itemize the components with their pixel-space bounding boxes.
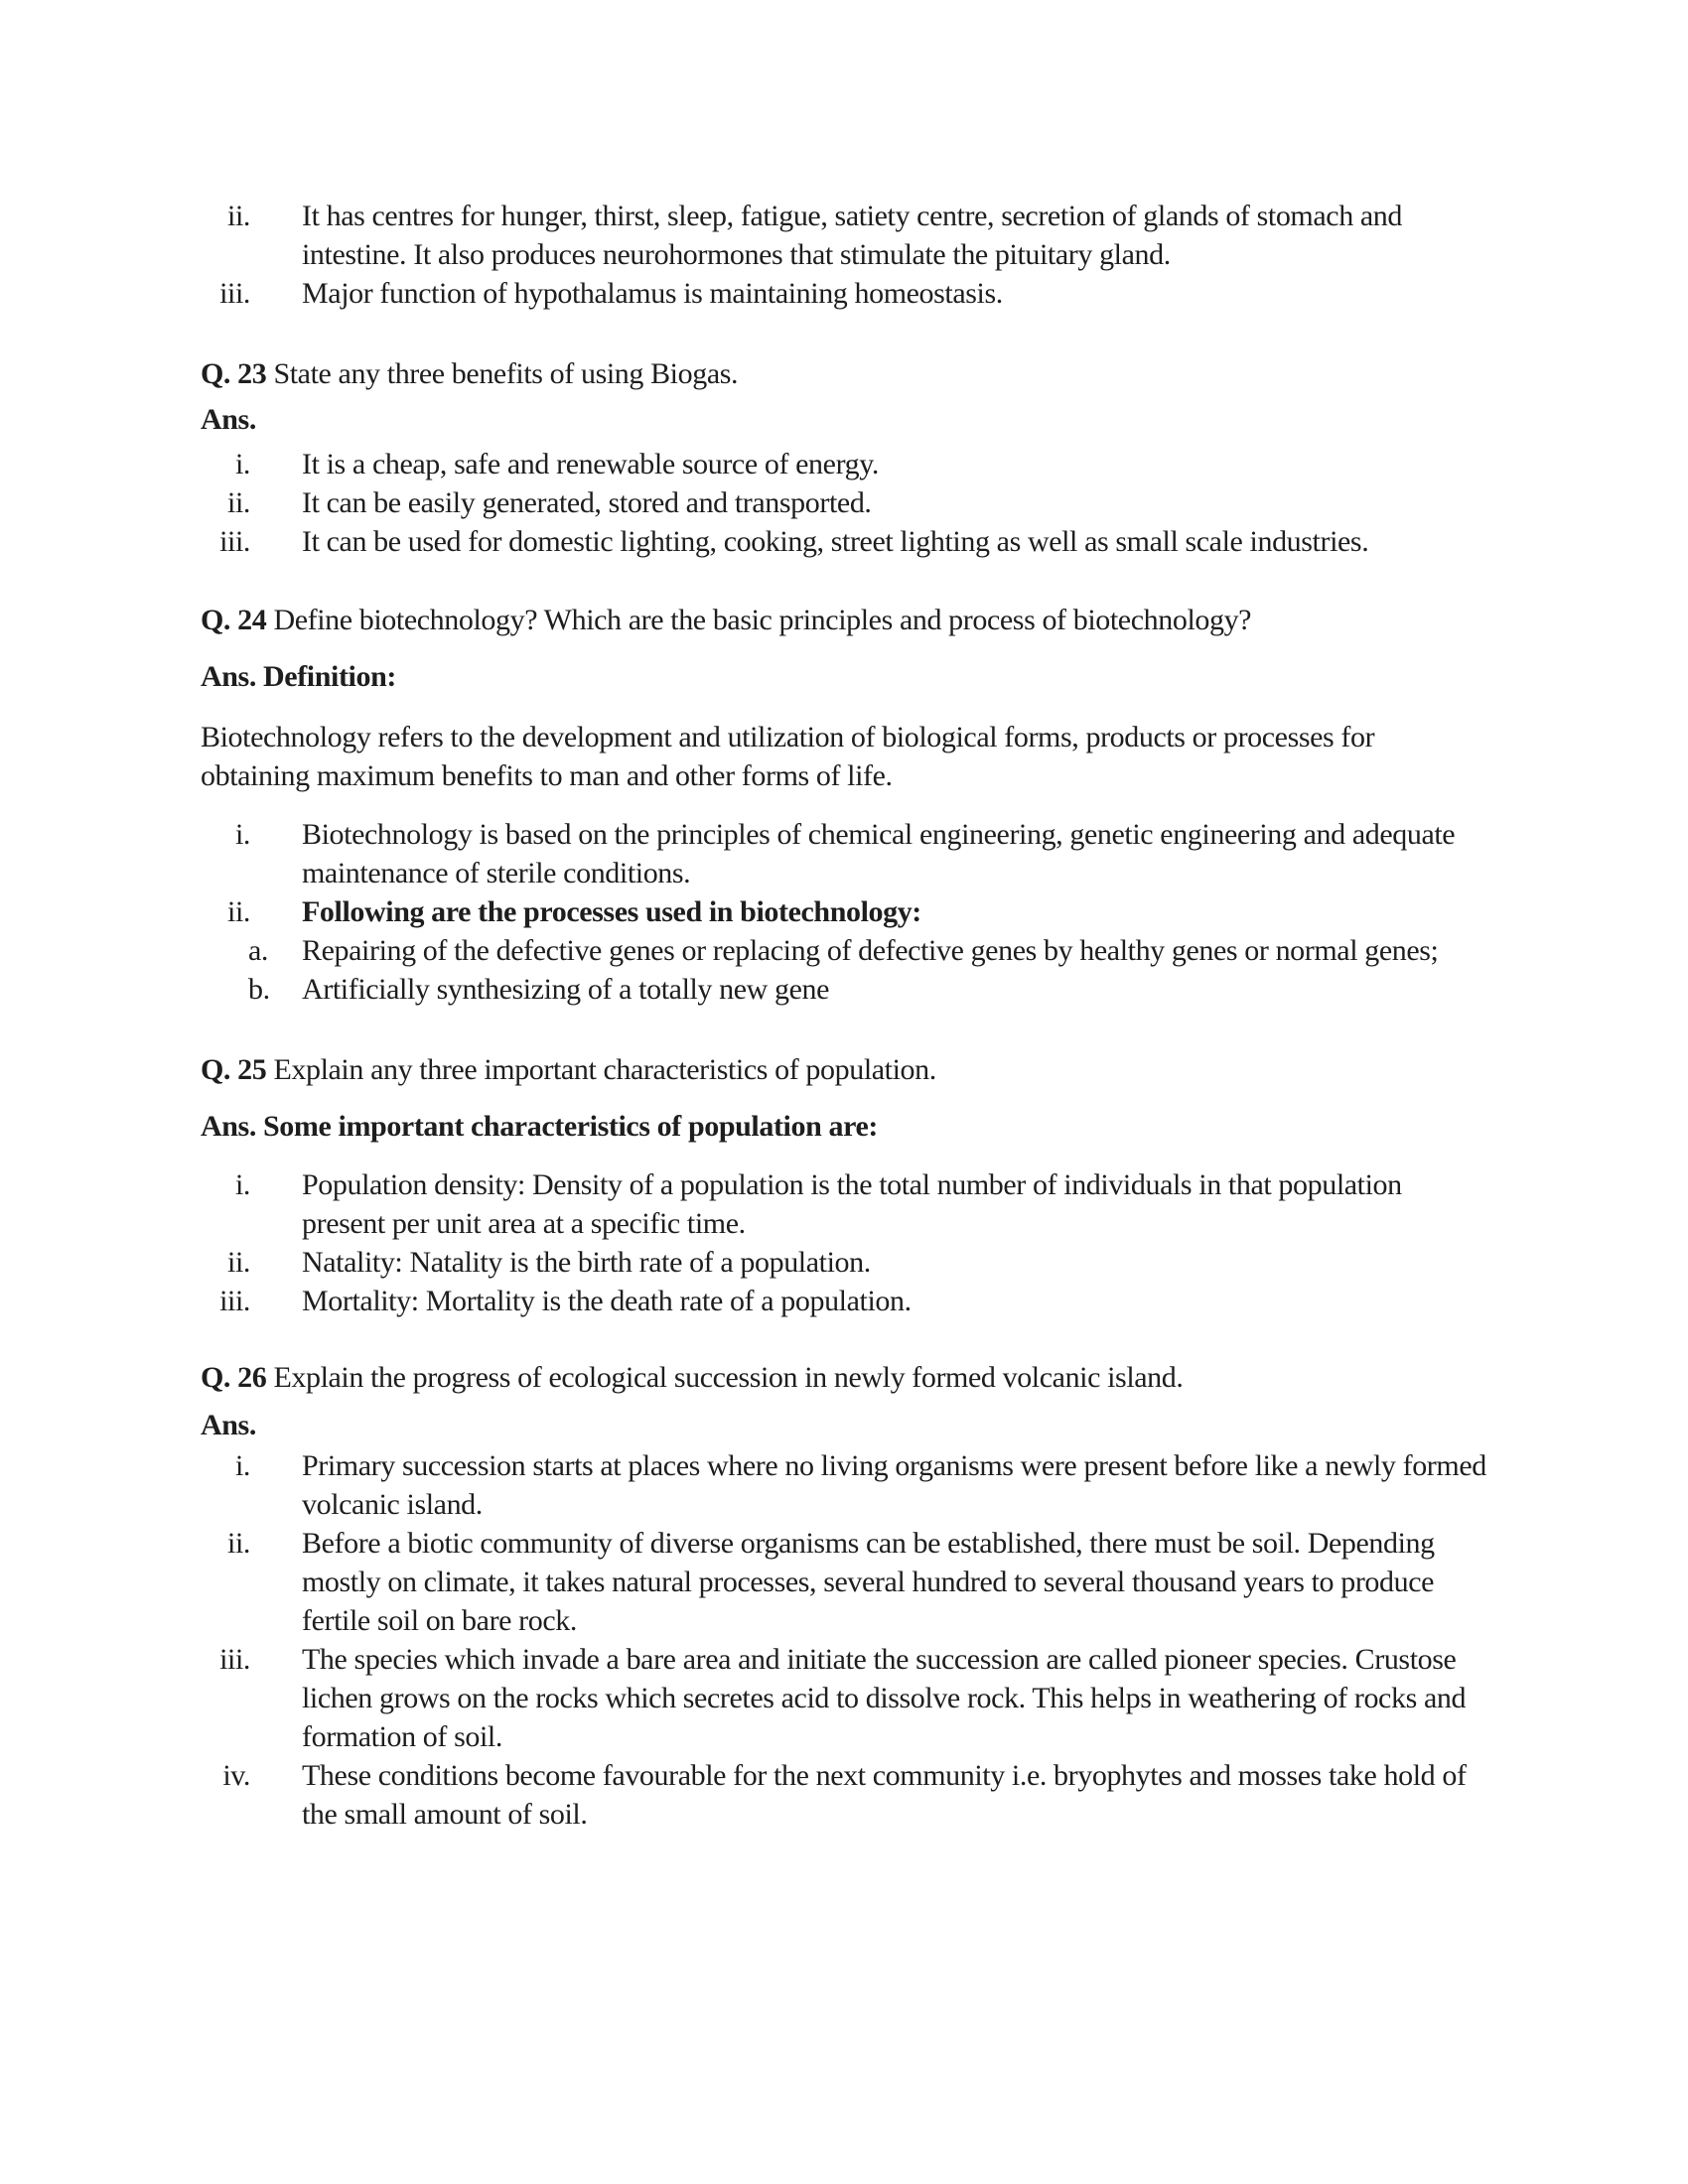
population-characteristics-list (201, 1165, 1489, 1320)
list-item-text: It can be used for domestic lighting, cooking, street lighting as well as small scale industries. (302, 525, 1369, 558)
list-item-text: Major function of hypothalamus is maintaining homeostasis. (302, 277, 1003, 310)
list-item-text: These conditions become favourable for the next community i.e. bryophytes and mosses take hold of the small amount of soil. (302, 1759, 1467, 1831)
list-item (201, 274, 1489, 313)
hypothalamus-list (201, 197, 1489, 313)
list-marker: iii. (219, 1643, 250, 1676)
list-item (201, 522, 1489, 561)
list-marker: i. (234, 1449, 250, 1482)
list-item-text: Artificially synthesizing of a totally new gene (302, 973, 830, 1006)
list-marker: ii. (227, 1527, 250, 1560)
question-text: Explain any three important characteristics of population. (273, 1053, 936, 1086)
list-item (201, 1243, 1489, 1282)
biotechnology-processes-sublist (201, 931, 1489, 1009)
list-item-text: Population density: Density of a population is the total number of individuals in that population present per unit area at a specific time. (302, 1168, 1402, 1240)
question-23-heading (201, 354, 1489, 393)
list-item-text: Biotechnology is based on the principles of chemical engineering, genetic engineering and adequate maintenance of sterile conditions. (302, 818, 1456, 889)
list-item (201, 1756, 1489, 1834)
list-item-text: Before a biotic community of diverse organisms can be established, there must be soil. Depending mostly on climate, it takes natural processes, several hundred to several thousand years to produce fertile soil on bare rock. (302, 1527, 1435, 1637)
list-marker: b. (248, 973, 270, 1006)
list-item-text: Primary succession starts at places where no living organisms were present before like a newly formed volcanic island. (302, 1449, 1486, 1521)
list-marker: a. (248, 934, 269, 967)
list-item-text: It has centres for hunger, thirst, sleep, fatigue, satiety centre, secretion of glands of stomach and intestine. It also produces neurohormones that stimulate the pituitary gland. (302, 200, 1403, 271)
list-item-text: The species which invade a bare area and initiate the succession are called pioneer species. Crustose lichen grows on the rocks which secretes acid to dissolve rock. This helps in weathering of rocks and formation of soil. (302, 1643, 1467, 1753)
list-item-text: Mortality: Mortality is the death rate of a population. (302, 1285, 912, 1317)
list-item (201, 1640, 1489, 1756)
list-item (201, 970, 1489, 1009)
question-25-heading (201, 1050, 1489, 1089)
biogas-benefits-list (201, 445, 1489, 561)
list-item-text: Following are the processes used in biotechnology: (302, 895, 921, 928)
answer-label-26: Ans. (201, 1409, 256, 1441)
list-marker: iv. (222, 1759, 250, 1792)
question-text: Define biotechnology? Which are the basic principles and process of biotechnology? (273, 604, 1252, 636)
answer-label-25: Ans. Some important characteristics of population are: (201, 1110, 878, 1143)
list-item (201, 197, 1489, 274)
list-item (201, 483, 1489, 522)
answer-label-24: Ans. Definition: (201, 660, 396, 693)
question-text: Explain the progress of ecological succession in newly formed volcanic island. (273, 1361, 1184, 1394)
list-item-text: It can be easily generated, stored and transported. (302, 486, 872, 519)
list-marker: ii. (227, 486, 250, 519)
question-text: State any three benefits of using Biogas. (273, 357, 739, 390)
list-item (201, 445, 1489, 483)
question-number: Q. 23 (201, 357, 267, 390)
list-marker: i. (234, 448, 250, 480)
question-number: Q. 26 (201, 1361, 267, 1394)
list-marker: iii. (219, 525, 250, 558)
question-number: Q. 24 (201, 604, 267, 636)
list-marker: iii. (219, 277, 250, 310)
answer-label-23: Ans. (201, 403, 256, 436)
question-24-heading (201, 601, 1489, 639)
ecological-succession-list (201, 1446, 1489, 1834)
list-marker: iii. (219, 1285, 250, 1317)
question-number: Q. 25 (201, 1053, 267, 1086)
list-item (201, 1446, 1489, 1524)
question-26-heading (201, 1358, 1489, 1397)
list-item (201, 815, 1489, 892)
list-marker: ii. (227, 1246, 250, 1279)
list-item-text: It is a cheap, safe and renewable source of energy. (302, 448, 879, 480)
biotechnology-principles-list (201, 815, 1489, 931)
list-item (201, 892, 1489, 931)
list-marker: ii. (227, 895, 250, 928)
list-marker: i. (234, 818, 250, 851)
list-item-text: Repairing of the defective genes or replacing of defective genes by healthy genes or normal genes; (302, 934, 1439, 967)
list-item (201, 1524, 1489, 1640)
list-marker: i. (234, 1168, 250, 1201)
list-item (201, 1165, 1489, 1243)
list-item (201, 931, 1489, 970)
list-item (201, 1282, 1489, 1320)
definition-paragraph: Biotechnology refers to the development and utilization of biological forms, products or processes for obtaining maximum benefits to man and other forms of life. (201, 721, 1375, 792)
list-marker: ii. (227, 200, 250, 232)
list-item-text: Natality: Natality is the birth rate of a population. (302, 1246, 871, 1279)
